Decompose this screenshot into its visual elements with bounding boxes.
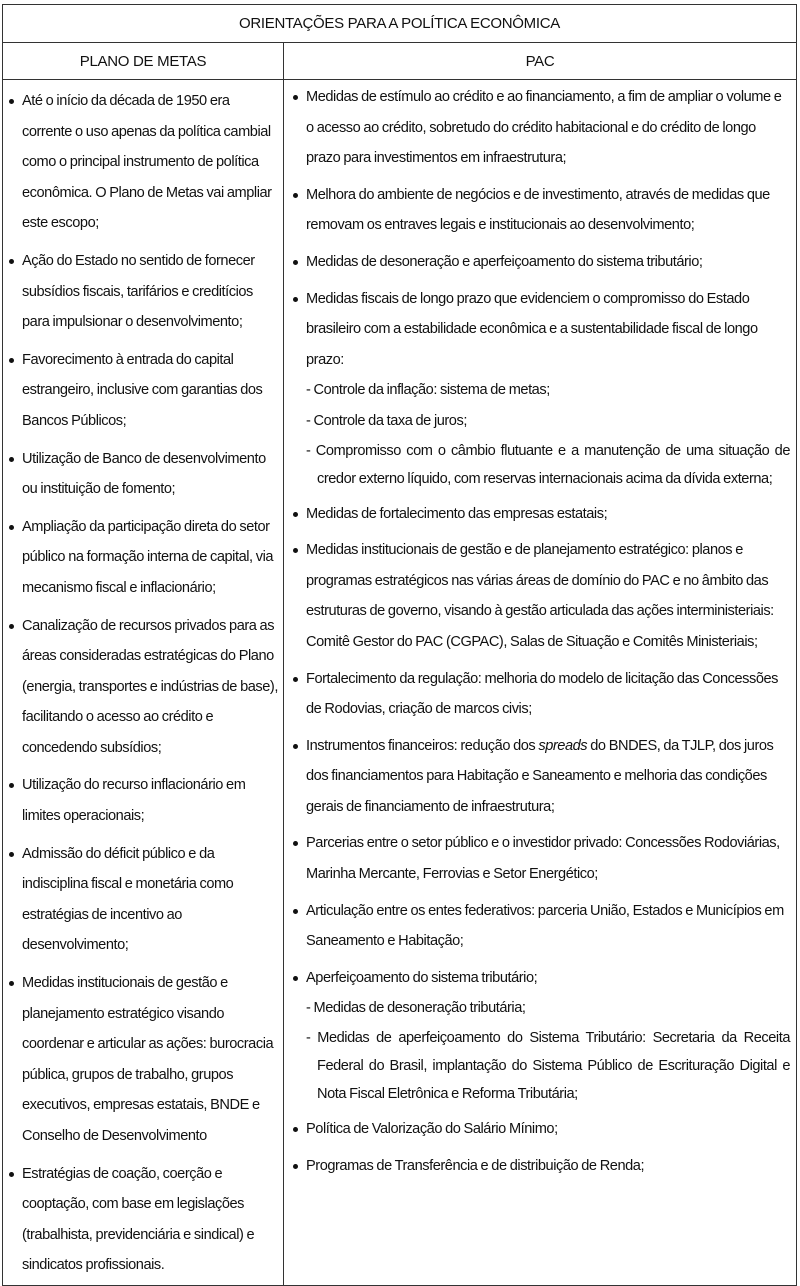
sub-item: - Medidas de desoneração tributária; <box>306 1000 526 1017</box>
list-item: Admissão do déficit público e da indisciplina fiscal e monetária como estratégias de incentivo ao desenvolvimento; <box>3 836 283 965</box>
policy-comparison-table <box>2 4 797 1286</box>
list-item: Ação do Estado no sentido de fornecer subsídios fiscais, tarifários e creditícios para impulsionar o desenvolvimento; <box>3 243 283 342</box>
list-item <box>284 282 796 497</box>
table-title: ORIENTAÇÕES PARA A POLÍTICA ECONÔMICA <box>3 5 797 43</box>
emphasis-text: spreads <box>538 737 588 754</box>
pac-cell <box>284 80 797 1286</box>
sub-item: - Controle da taxa de juros; <box>306 412 467 429</box>
list-item: Articulação entre os entes federativos: parceria União, Estados e Municípios em Saneamento e Habitação; <box>284 894 796 961</box>
list-item: Parcerias entre o setor público e o investidor privado: Concessões Rodoviárias, Marinha Mercante, Ferrovias e Setor Energético; <box>284 826 796 893</box>
list-item <box>284 961 796 1112</box>
list-item: Medidas de desoneração e aperfeiçoamento do sistema tributário; <box>284 245 796 282</box>
list-item-text: Medidas fiscais de longo prazo que evidenciem o compromisso do Estado brasileiro com a estabilidade econômica e a sustentabilidade fiscal de longo prazo: <box>306 290 758 368</box>
plano-de-metas-cell <box>3 80 284 1286</box>
sub-item: - Medidas de aperfeiçoamento do Sistema Tributário: Secretaria da Receita Federal do Brasil, implantação do Sistema Público de Escrituração Digital e Nota Fiscal Eletrônica e Reforma Tributária; <box>306 1030 790 1103</box>
list-item: Medidas institucionais de gestão e de planejamento estratégico: planos e programas estratégicos nas várias áreas de domínio do PAC e no âmbito das estruturas de governo, visando à gestão articulada das ações interministeriais: Comitê Gestor do PAC (CGPAC), Salas de Situação e Comitês Ministeriais; <box>284 533 796 661</box>
list-item: Fortalecimento da regulação: melhoria do modelo de licitação das Concessões de Rodovias, criação de marcos civis; <box>284 662 796 729</box>
column-header-pac: PAC <box>284 43 797 80</box>
list-item: Melhora do ambiente de negócios e de investimento, através de medidas que removam os entraves legais e institucionais ao desenvolvimento; <box>284 178 796 245</box>
list-item: Canalização de recursos privados para as áreas consideradas estratégicas do Plano (energia, transportes e indústrias de base), facilitando o acesso ao crédito e concedendo subsídios; <box>3 608 283 768</box>
list-item: Medidas institucionais de gestão e planejamento estratégico visando coordenar e articular as ações: burocracia pública, grupos de trabalho, grupos executivos, empresas estatais, BNDE e Conselho de Desenvolvimento <box>3 965 283 1156</box>
list-item: Favorecimento à entrada do capital estrangeiro, inclusive com garantias dos Bancos Públicos; <box>3 342 283 441</box>
list-item: Utilização do recurso inflacionário em limites operacionais; <box>3 767 283 835</box>
sub-item: - Compromisso com o câmbio flutuante e a manutenção de uma situação de credor externo líquido, com reservas internacionais acima da dívida externa; <box>306 442 790 487</box>
sub-item: - Controle da inflação: sistema de metas; <box>306 382 550 399</box>
list-item: Estratégias de coação, coerção e cooptação, com base em legislações (trabalhista, previdenciária e sindical) e sindicatos profissionais. <box>3 1156 283 1285</box>
list-item: Programas de Transferência e de distribuição de Renda; <box>284 1149 796 1186</box>
plano-de-metas-list <box>3 80 283 1285</box>
list-item: Utilização de Banco de desenvolvimento ou instituição de fomento; <box>3 441 283 509</box>
list-item: Política de Valorização do Salário Mínimo; <box>284 1112 796 1149</box>
list-item: Medidas de fortalecimento das empresas estatais; <box>284 497 796 534</box>
column-header-plano-de-metas: PLANO DE METAS <box>3 43 284 80</box>
list-item <box>284 729 796 827</box>
list-item-text: do BNDES, da TJLP, dos juros dos financiamentos para Habitação e Saneamento e melhoria das condições gerais de financiamento de infraestrutura; <box>306 737 774 815</box>
list-item: Até o início da década de 1950 era corrente o uso apenas da política cambial como o principal instrumento de política econômica. O Plano de Metas vai ampliar este escopo; <box>3 83 283 243</box>
pac-list <box>284 80 796 1185</box>
list-item-text: Aperfeiçoamento do sistema tributário; <box>306 969 538 986</box>
list-item: Medidas de estímulo ao crédito e ao financiamento, a fim de ampliar o volume e o acesso ao crédito, sobretudo do crédito habitacional e do crédito de longo prazo para investimentos em infraestrutura; <box>284 80 796 178</box>
list-item-text: Instrumentos financeiros: redução dos <box>306 737 539 754</box>
list-item: Ampliação da participação direta do setor público na formação interna de capital, via mecanismo fiscal e inflacionário; <box>3 509 283 608</box>
